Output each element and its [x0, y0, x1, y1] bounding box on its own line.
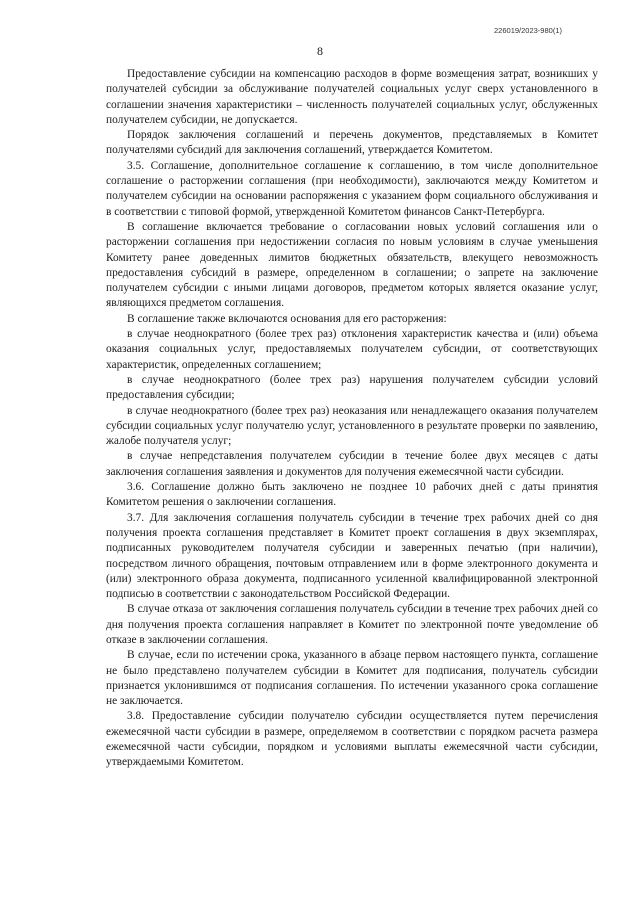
- paragraph: 3.5. Соглашение, дополнительное соглашение к соглашению, в том числе дополнительное соглашение о расторжении соглашения (при необходимости), заключаются между Комитетом и получателем субсидии на основании распоряжения с указанием форм социального обслуживания и в соответствии с типовой формой, утвержденной Комитетом финансов Санкт-Петербурга.: [106, 159, 598, 218]
- paragraph: Порядок заключения соглашений и перечень документов, представляемых в Комитет получателями субсидий для заключения соглашений, утверждается Комитетом.: [106, 129, 598, 157]
- document-body: [106, 67, 598, 771]
- paragraph: 3.8. Предоставление субсидии получателю субсидии осуществляется путем перечисления ежемесячной части субсидии в размере, определяемом в соответствии с порядком расчета размера ежемесячной части субсидии, порядком и условиями выплаты ежемесячной части субсидии, утверждаемыми Комитетом.: [106, 710, 598, 769]
- document-id: 226019/2023-980(1): [494, 26, 562, 35]
- paragraph: Предоставление субсидии на компенсацию расходов в форме возмещения затрат, возникших у получателей субсидии за обслуживание получателей социальных услуг сверх установленного в соглашении значения характеристики – численность получателей социальных услуг, обслуженных получателем субсидии, не допускается.: [106, 68, 598, 126]
- paragraph: в случае неоднократного (более трех раз) неоказания или ненадлежащего оказания получателем субсидии социальных услуг получателю услуг, установленного в результате проверки по заявлению, жалобе получателя услуг;: [106, 404, 598, 448]
- paragraph: В случае, если по истечении срока, указанного в абзаце первом настоящего пункта, соглашение не было представлено получателем субсидии в Комитет для подписания, получатель субсидии признается уклонившимся от подписания соглашения. По истечении указанного срока соглашение не заключается.: [106, 649, 598, 708]
- paragraph: В случае отказа от заключения соглашения получатель субсидии в течение трех рабочих дней со дня получения проекта соглашения направляет в Комитет по электронной почте уведомление об отказе в заключении соглашения.: [106, 603, 598, 646]
- paragraph: в случае непредставления получателем субсидии в течение более двух месяцев с даты заключения соглашения заявления и документов для получения ежемесячной части субсидии.: [106, 450, 598, 478]
- paragraph: В соглашение также включаются основания для его расторжения:: [127, 312, 447, 325]
- paragraph: в случае неоднократного (более трех раз) нарушения получателем субсидии условий предоставления субсидии;: [106, 373, 598, 402]
- page-number: 8: [317, 44, 323, 58]
- paragraph: 3.6. Соглашение должно быть заключено не позднее 10 рабочих дней с даты принятия Комитетом решения о заключении соглашения.: [106, 481, 598, 509]
- paragraph: В соглашение включается требование о согласовании новых условий соглашения или о расторжении соглашения при недостижении согласия по новым условиям в случае уменьшения Комитету ранее доведенных лимитов бюджетных обязательств, влекущего невозможность предоставления субсидий в размере, определенном в соглашении; о запрете на заключение получателем субсидии с иными лицами договоров, предметом которых является оказание услуг, являющихся предметом соглашения.: [106, 220, 598, 310]
- paragraph: в случае неоднократного (более трех раз) отклонения характеристик качества и (или) объема оказания социальных услуг, предоставляемых получателем субсидии, от соответствующих характеристик, определенных соглашением;: [106, 328, 598, 371]
- paragraph: 3.7. Для заключения соглашения получатель субсидии в течение трех рабочих дней со дня получения проекта соглашения представляет в Комитет проект соглашения в двух экземплярах, подписанных руководителем получателя субсидии и заверенных печатью (при наличии), посредством личного обращения, почтовым отправлением или в форме электронного документа и (или) электронного образа документа, подписанного усиленной квалифицированной электронной подписью в соответствии с законодательством Российской Федерации.: [106, 511, 598, 601]
